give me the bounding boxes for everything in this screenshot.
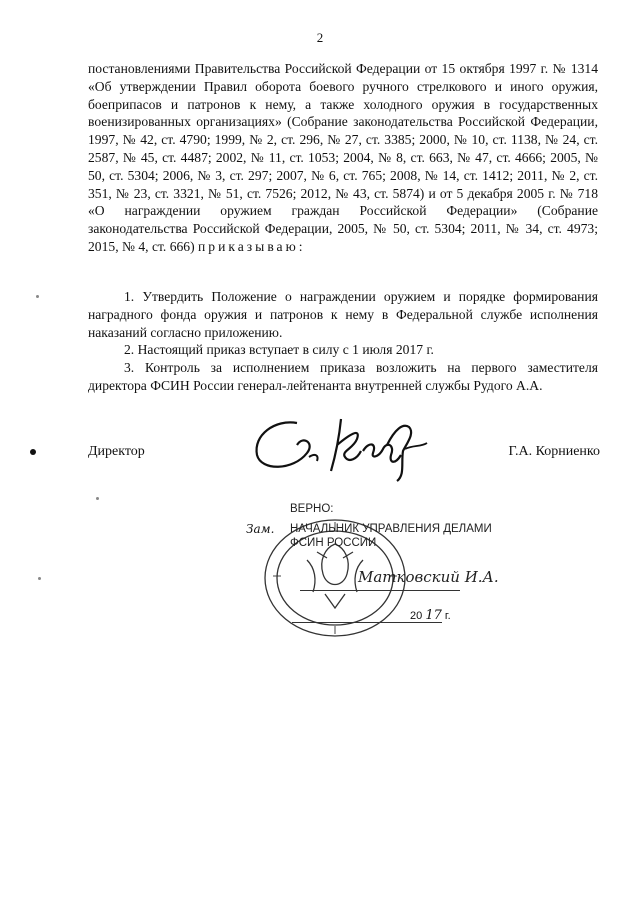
certification-stamp — [290, 502, 492, 550]
order-item-2: 2. Настоящий приказ вступает в силу с 1 июля 2017 г. — [124, 342, 434, 358]
margin-dot — [30, 449, 36, 455]
handwritten-name: Матковский И.А. — [358, 568, 499, 586]
year-prefix: 20 — [410, 610, 423, 622]
scan-speck — [36, 295, 39, 298]
year-handwritten: 17 — [425, 608, 442, 623]
director-signature — [245, 405, 435, 485]
certification-date — [410, 608, 451, 623]
position-line-1: НАЧАЛЬНИК УПРАВЛЕНИЯ ДЕЛАМИ — [290, 523, 492, 535]
scan-speck — [38, 577, 41, 580]
order-items — [88, 288, 598, 395]
signatory-title: Директор — [88, 444, 145, 459]
scan-speck — [96, 497, 99, 500]
signature-underline — [300, 590, 460, 591]
year-suffix: г. — [444, 610, 451, 622]
signatory-name: Г.А. Корниенко — [508, 444, 600, 459]
preamble-paragraph — [88, 60, 598, 256]
zam-handwritten: Зам. — [246, 522, 275, 536]
date-underline — [292, 622, 442, 623]
preamble-text: постановлениями Правительства Российской Федерации от 15 октября 1997 г. № 1314 «Об утверждении Правил оборота боевого ручного стрелкового и иного оружия, боеприпасов и патронов к нему, а также холодного оружия в государственных военизированных организациях» (Собрание законодательства Российской Федерации, 1997, № 42, ст. 4790; 1999, № 2, ст. 296, № 27, ст. 3385; 2000, № 10, ст. 1138, № 24, ст. 2587, № 45, ст. 4487; 2002, № 11, ст. 1053; 2004, № 8, ст. 663, № 47, ст. 4666; 2005, № 50, ст. 5304; 2006, № 3, ст. 297; 2007, № 6, ст. 765; 2008, № 14, ст. 1412; 2011, № 2, ст. 351, № 23, ст. 3321, № 51, ст. 7526; 2012, № 43, ст. 5874) и от 5 декабря 2005 г. № 718 «О награждении оружием граждан Российской Федерации» (Собрание законодательства Российской Федерации, 2005, № 50, ст. 5304; 2011, № 34, ст. 4973; 2015, № 4, ст. 666) — [88, 61, 598, 254]
order-item-3: 3. Контроль за исполнением приказа возложить на первого заместителя директора ФСИН России генерал-лейтенанта внутренней службы Рудого А.А. — [88, 360, 598, 393]
order-word: приказываю: — [198, 238, 306, 254]
order-item-1: 1. Утвердить Положение о награждении оружием и порядке формирования наградного фонда оружия и патронов к нему в Федеральной службе исполнения наказаний согласно приложению. — [88, 289, 598, 340]
verno-label: ВЕРНО: — [290, 503, 334, 515]
page-number: 2 — [316, 30, 324, 45]
position-line-2: ФСИН РОССИИ — [290, 537, 377, 549]
